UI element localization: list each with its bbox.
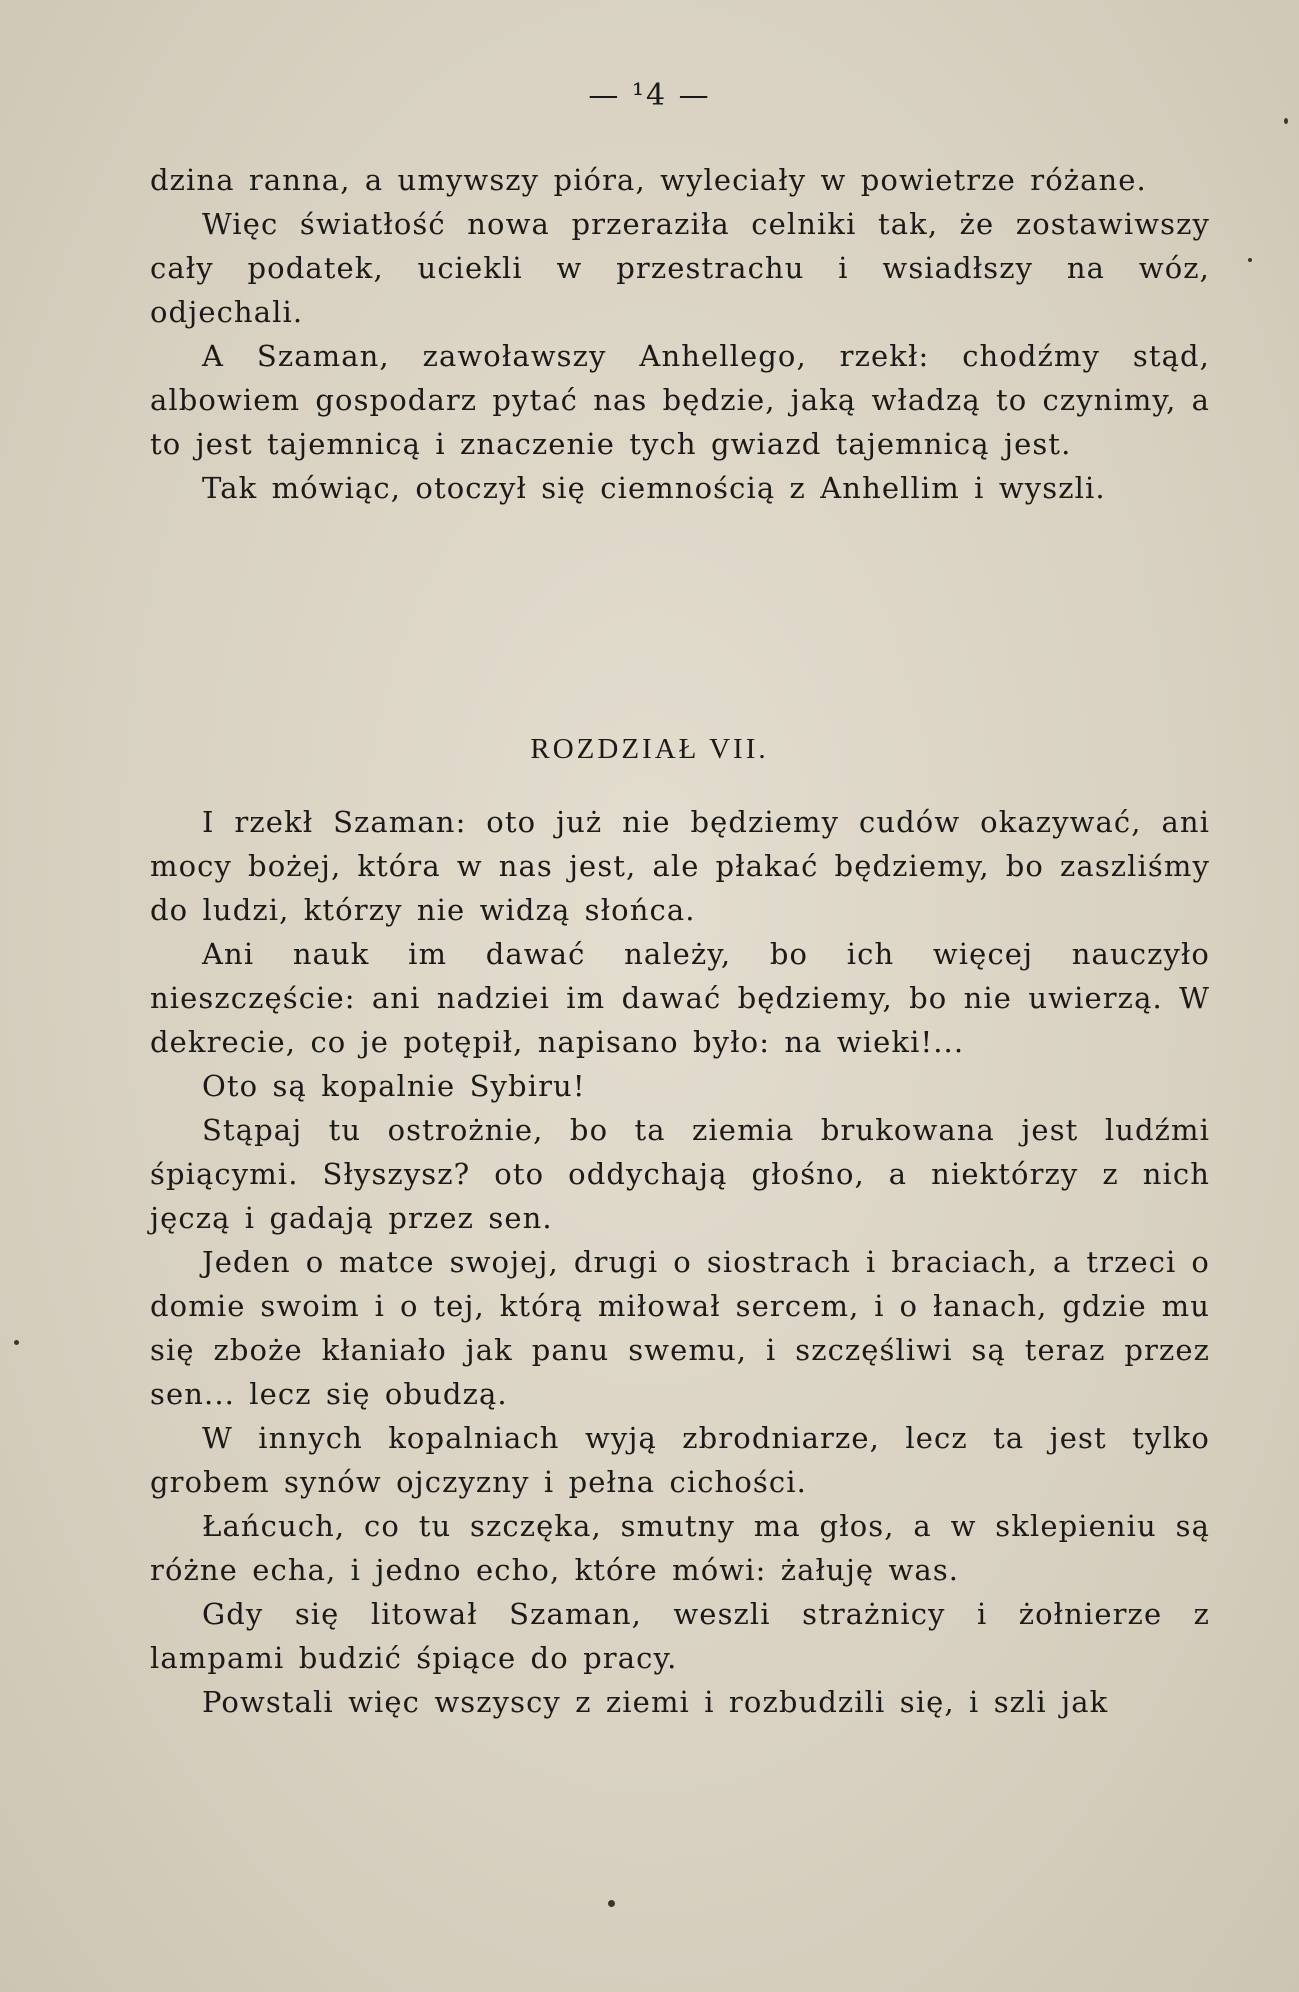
text-block-top	[150, 158, 1210, 510]
text-block-bottom	[150, 800, 1210, 1724]
paragraph: Gdy się litował Szaman, weszli strażnicy i żołnierze z lampami budzić śpiące do pracy.	[150, 1597, 1210, 1675]
paper-speck	[1284, 118, 1288, 124]
paragraph: Stąpaj tu ostrożnie, bo ta ziemia brukowana jest ludźmi śpiącymi. Słyszysz? oto oddychają głośno, a niektórzy z nich jęczą i gadają przez sen.	[150, 1113, 1210, 1235]
paragraph: Więc światłość nowa przeraziła celniki tak, że zostawiwszy cały podatek, uciekli w przestrachu i wsiadłszy na wóz, odjechali.	[150, 207, 1210, 329]
paragraph: A Szaman, zawoławszy Anhellego, rzekł: chodźmy stąd, albowiem gospodarz pytać nas będzie, jaką władzą to czynimy, a to jest tajemnicą i znaczenie tych gwiazd tajemnicą jest.	[150, 339, 1210, 461]
paragraph: Łańcuch, co tu szczęka, smutny ma głos, a w sklepieniu są różne echa, i jedno echo, które mówi: żałuję was.	[150, 1509, 1210, 1587]
paper-speck	[608, 1900, 615, 1907]
paper-speck	[14, 1340, 19, 1345]
paragraph: Ani nauk im dawać należy, bo ich więcej nauczyło nieszczęście: ani nadziei im dawać będziemy, bo nie uwierzą. W dekrecie, co je potępił, napisano było: na wieki!...	[150, 937, 1210, 1059]
paragraph: Oto są kopalnie Sybiru!	[202, 1069, 586, 1103]
paper-speck	[1248, 258, 1252, 262]
page-number: — ¹4 —	[588, 78, 711, 113]
paragraph: Jeden o matce swojej, drugi o siostrach i braciach, a trzeci o domie swoim i o tej, którą miłował sercem, i o łanach, gdzie mu się zboże kłaniało jak panu swemu, i szczęśliwi są teraz przez sen... lecz się obudzą.	[150, 1245, 1210, 1411]
paragraph: dzina ranna, a umywszy pióra, wyleciały w powietrze różane.	[150, 163, 1147, 197]
chapter-heading: ROZDZIAŁ VII.	[530, 733, 769, 765]
paragraph: Powstali więc wszyscy z ziemi i rozbudzili się, i szli jak	[202, 1685, 1109, 1719]
paragraph: W innych kopalniach wyją zbrodniarze, lecz ta jest tylko grobem synów ojczyzny i pełna cichości.	[150, 1421, 1210, 1499]
paragraph: I rzekł Szaman: oto już nie będziemy cudów okazywać, ani mocy bożej, która w nas jest, ale płakać będziemy, bo zaszliśmy do ludzi, którzy nie widzą słońca.	[150, 805, 1210, 927]
paragraph: Tak mówiąc, otoczył się ciemnością z Anhellim i wyszli.	[202, 471, 1106, 505]
